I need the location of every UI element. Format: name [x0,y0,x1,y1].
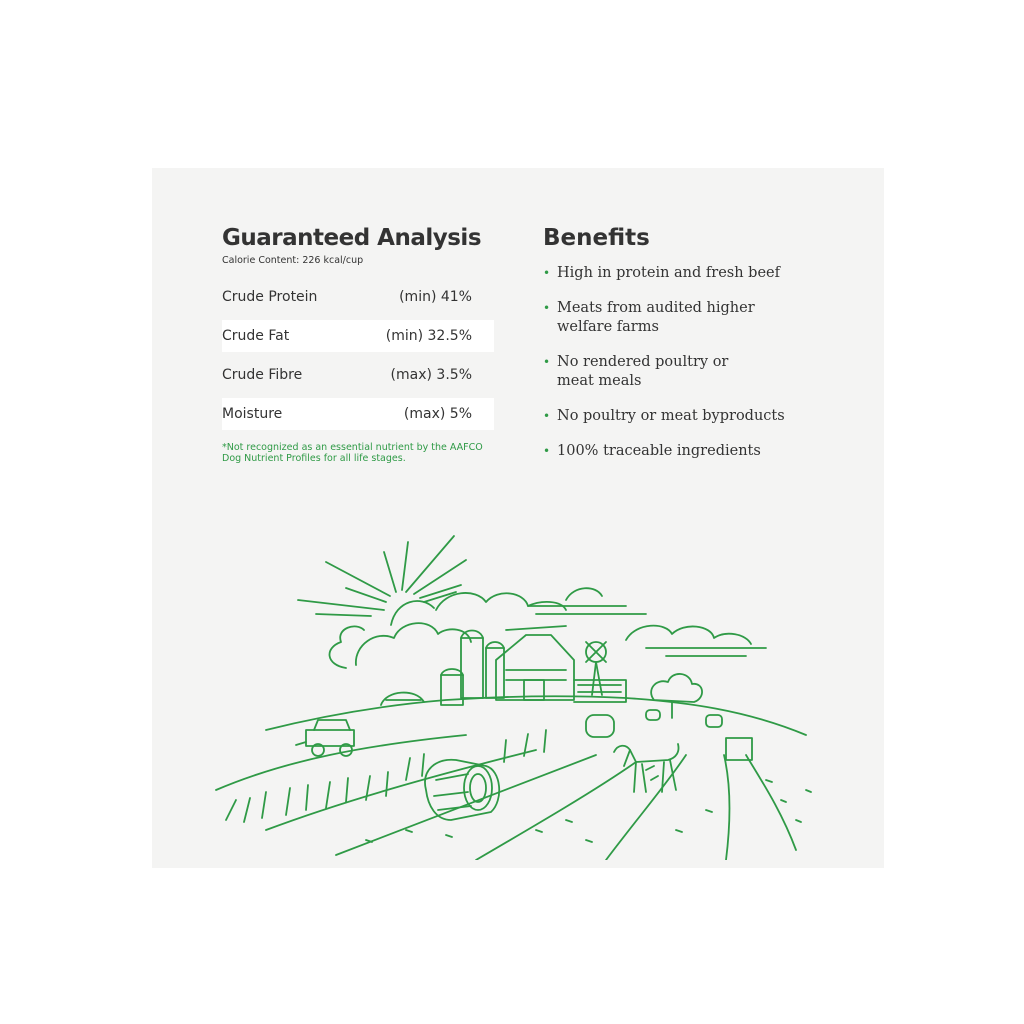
benefits-title: Benefits [543,225,650,251]
analysis-label: Crude Protein [222,289,318,305]
field-rows-icon [216,730,811,860]
bullet-icon: • [543,301,551,315]
benefit-text: No poultry or meat byproducts [557,408,785,424]
analysis-title: Guaranteed Analysis [222,225,482,251]
benefit-text: No rendered poultry or meat meals [557,354,729,389]
benefit-item [543,407,863,426]
guaranteed-analysis-section [222,224,494,464]
tractor-icon [296,720,354,756]
calorie-content: Calorie Content: 226 kcal/cup [222,255,364,266]
analysis-table [222,281,494,430]
sun-icon [298,536,466,625]
analysis-row [222,281,494,313]
bullet-icon: • [543,266,551,280]
benefit-item [543,442,863,461]
benefits-list [543,264,863,461]
benefit-text: Meats from audited higher welfare farms [557,300,755,335]
cloud-icon [330,588,766,668]
analysis-row [222,320,494,352]
analysis-value: (max) 5% [403,406,472,422]
bullet-icon: • [543,409,551,423]
bullet-icon: • [543,355,551,369]
benefit-item [543,264,863,283]
bullet-icon: • [543,444,551,458]
content-panel [152,168,884,868]
analysis-label: Moisture [222,406,283,422]
analysis-footnote: *Not recognized as an essential nutrient by the AAFCO Dog Nutrient Profiles for all life stages. [222,442,483,464]
benefits-section [543,224,863,477]
analysis-value: (min) 32.5% [385,328,472,344]
analysis-label: Crude Fat [222,328,290,344]
analysis-value: (max) 3.5% [390,367,472,383]
benefit-text: High in protein and fresh beef [557,265,780,281]
analysis-value: (min) 41% [399,289,472,305]
analysis-row [222,359,494,391]
farm-landscape-illustration [206,530,826,860]
analysis-row [222,398,494,430]
benefit-text: 100% traceable ingredients [557,443,761,459]
dog-icon [614,744,679,792]
analysis-label: Crude Fibre [222,367,303,383]
windmill-icon [586,642,606,695]
barn-icon [381,631,626,706]
benefit-item [543,299,777,337]
benefit-item [543,353,747,391]
